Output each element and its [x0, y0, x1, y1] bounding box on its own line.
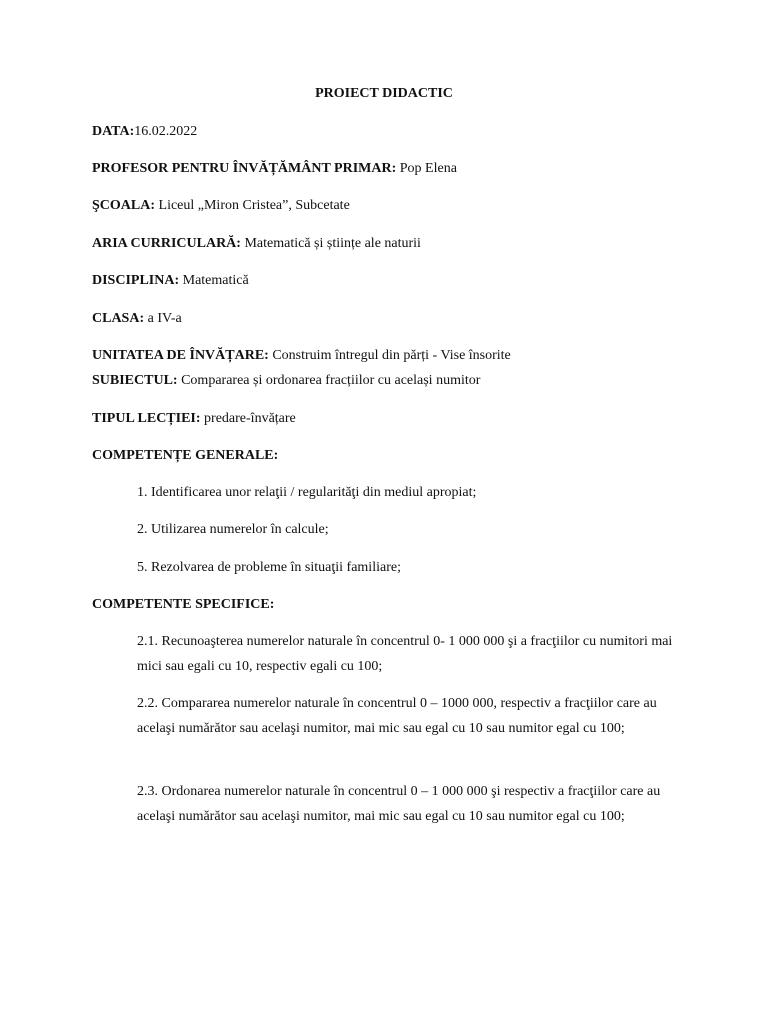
list-item: 2.3. Ordonarea numerelor naturale în concentrul 0 – 1 000 000 şi respectiv a fracţiilor care au acelaşi numărător sau acelaşi numitor, mai mic sau egal cu 10 sau numitor egal cu 100;: [137, 784, 661, 824]
field-value: Pop Elena: [396, 161, 457, 176]
field-value: Compararea și ordonarea fracțiilor cu același numitor: [177, 373, 481, 388]
field-profesor: [92, 161, 457, 177]
field-subiectul: [92, 373, 480, 389]
field-label: DISCIPLINA:: [92, 273, 180, 288]
field-label: ARIA CURRICULARĂ:: [92, 236, 241, 251]
list-item: 2. Utilizarea numerelor în calcule;: [137, 522, 329, 537]
field-clasa: [92, 311, 182, 327]
document-title: PROIECT DIDACTIC: [315, 86, 453, 101]
field-label: CLASA:: [92, 311, 145, 326]
list-item: 5. Rezolvarea de probleme în situaţii familiare;: [137, 560, 401, 575]
list-item: 2.1. Recunoaşterea numerelor naturale în concentrul 0- 1 000 000 şi a fracţiilor cu numitori mai mici sau egali cu 10, respectiv egali cu 100;: [137, 634, 673, 674]
field-tipul-lectiei: [92, 411, 296, 427]
list-item: 2.2. Compararea numerelor naturale în concentrul 0 – 1000 000, respectiv a fracţiilor care au acelaşi numărător sau acelaşi numitor, mai mic sau egal cu 10 sau numitor egal cu 100;: [137, 696, 657, 736]
section-heading-specific: COMPETENTE SPECIFICE:: [92, 597, 275, 612]
field-label: UNITATEA DE ÎNVĂȚARE:: [92, 348, 269, 363]
field-label: DATA:: [92, 124, 135, 139]
field-value: 16.02.2022: [134, 124, 198, 139]
section-heading-general: COMPETENȚE GENERALE:: [92, 448, 279, 463]
field-value: Matematică și științe ale naturii: [240, 236, 421, 251]
field-disciplina: [92, 273, 249, 289]
field-value: Matematică: [179, 273, 249, 288]
list-item: 1. Identificarea unor relaţii / regularităţi din mediul apropiat;: [137, 485, 477, 500]
field-aria-curriculara: [92, 236, 421, 252]
field-value: Liceul „Miron Cristea”, Subcetate: [155, 198, 350, 213]
field-label: ŞCOALA:: [92, 198, 156, 213]
field-data: [92, 124, 197, 140]
field-scoala: [92, 198, 350, 214]
field-value: Construim întregul din părți - Vise însorite: [268, 348, 511, 363]
field-value: a IV-a: [144, 311, 182, 326]
field-label: TIPUL LECȚIEI:: [92, 411, 201, 426]
field-unitatea: [92, 348, 511, 364]
field-value: predare-învățare: [200, 411, 296, 426]
field-label: SUBIECTUL:: [92, 373, 178, 388]
field-label: PROFESOR PENTRU ÎNVĂȚĂMÂNT PRIMAR:: [92, 161, 397, 176]
